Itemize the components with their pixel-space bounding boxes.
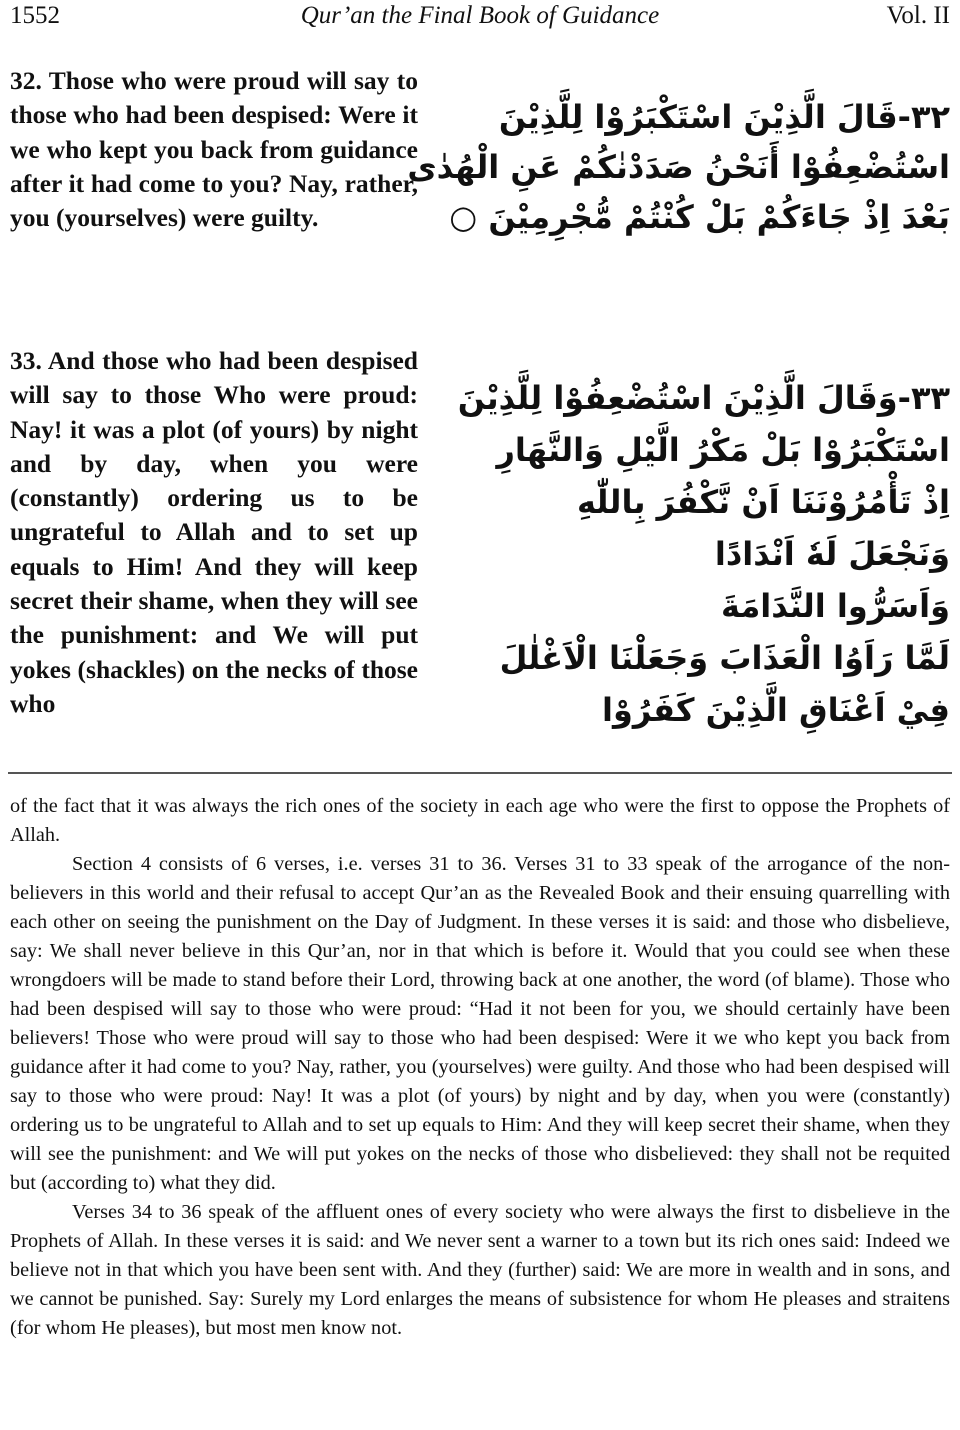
arabic-line: بَعْدَ اِذْ جَاءَكُمْ بَلْ كُنْتُمْ مُّجْرِمِيْنَ ○	[449, 198, 950, 236]
commentary-paragraph: of the fact that it was always the rich ones of the society in each age who were the first to oppose the Prophets of Allah.	[10, 795, 950, 846]
section-divider	[8, 772, 952, 774]
verse-33-block	[10, 344, 950, 754]
running-title: Qur’an the Final Book of Guidance	[300, 2, 660, 29]
volume-label: Vol. II	[886, 2, 950, 29]
arabic-line: ٣٢-قَالَ الَّذِيْنَ اسْتَكْبَرُوْا لِلَّذِيْنَ	[498, 98, 950, 136]
arabic-line: وَنَجْعَلَ لَهٗ اَنْدَادًا	[714, 535, 950, 573]
arabic-line: فِيْ اَعْنَاقِ الَّذِيْنَ كَفَرُوْا	[602, 691, 950, 729]
verse-32-block	[10, 64, 950, 304]
arabic-line: وَاَسَرُّوا النَّدَامَةَ	[721, 587, 950, 625]
page-number: 1552	[10, 2, 60, 29]
verse-32-translation: 32. Those who were proud will say to those who had been despised: Were it we who kept you back from guidance after it had come to you? Nay, rather, you (yourselves) were guilty.	[10, 66, 418, 233]
commentary-paragraph: Section 4 consists of 6 verses, i.e. verses 31 to 36. Verses 31 to 33 speak of the arrogance of the non-believers in this world and their refusal to accept Qur’an as the Revealed Book and their ensuing quarrelling with each other on seeing the punishment on the Day of Judgment. In these verses it is said: and those who disbelieve, say: We shall never believe in this Qur’an, nor in that which is before it. Would that you could see when these wrongdoers will be made to stand before their Lord, throwing back at one another, the word (of blame). Those who had been despised will say to those who were proud: “Had it not been for you, we should certainly have been believers! Those who were proud will say to those who had been despised: Were it we who kept you back from guidance after it had come to you? Nay, rather, you (yourselves) were guilty. And those who had been despised will say to those who were proud: Nay! It was a plot (of yours) by night and by day, when you were (constantly) ordering us to be ungrateful to Allah and to set up equals to Him: And they will keep secret their shame, when they will see the punishment: and We will put yokes on the necks of those who disbelieved: they shall not be requited but (according to) what they did.	[10, 853, 950, 1194]
page-header	[10, 2, 950, 38]
verse-33-translation: 33. And those who had been despised will say to those Who were proud: Nay! it was a plot (of yours) by night and by day, when you were (constantly) ordering us to be ungrateful to Allah and to set up equals to Him! And they will keep secret their shame, when they will see the punishment: and We will put yokes (shackles) on the necks of those who	[10, 346, 418, 718]
arabic-line: اسْتُضْعِفُوْا أَنَحْنُ صَدَدْنٰكُمْ عَنِ الْهُدٰى	[407, 148, 950, 186]
arabic-line: اِذْ تَأْمُرُوْنَنَا اَنْ نَّكْفُرَ بِاللّٰهِ	[576, 483, 950, 521]
arabic-line: اسْتَكْبَرُوْا بَلْ مَكْرُ الَّيْلِ وَالنَّهَارِ	[496, 431, 950, 469]
verse-33-arabic	[457, 372, 950, 736]
commentary-paragraph: Verses 34 to 36 speak of the affluent ones of every society who were always the first to disbelieve in the Prophets of Allah. In these verses it is said: and We never sent a warner to a town but its rich ones said: Indeed we believe not in that which you have been sent with. And they (further) said: We are more in wealth and in sons, and we cannot be punished. Say: Surely my Lord enlarges the means of subsistence for whom He pleases and straitens (for whom He pleases), but most men know not.	[10, 1201, 950, 1339]
arabic-line: لَمَّا رَاَوُا الْعَذَابَ وَجَعَلْنَا الْاَغْلٰلَ	[499, 639, 950, 677]
verse-32-arabic	[407, 92, 950, 242]
commentary	[10, 792, 950, 1343]
arabic-line: ٣٣-وَقَالَ الَّذِيْنَ اسْتُضْعِفُوْا لِلَّذِيْنَ	[457, 379, 950, 417]
